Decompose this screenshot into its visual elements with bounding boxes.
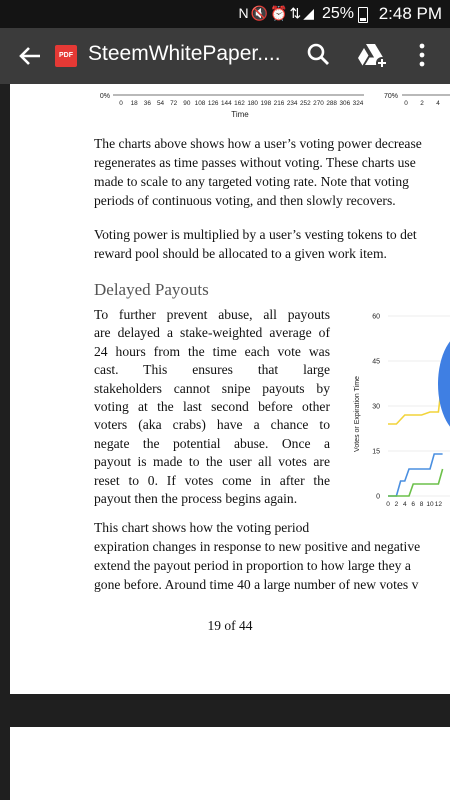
next-pdf-page[interactable] bbox=[10, 727, 450, 800]
top-chart-tick-label: 144 bbox=[220, 100, 232, 107]
top-chart-x-title: Time bbox=[231, 110, 249, 119]
top-chart-tick-label: 162 bbox=[234, 100, 245, 107]
text-line: made to scale to any targeted voting rate. Note that voting bbox=[94, 174, 409, 189]
top-chart-tick-label: 324 bbox=[352, 100, 364, 107]
add-to-drive-icon[interactable] bbox=[356, 40, 388, 70]
top-chart-tick-label: 72 bbox=[170, 100, 178, 107]
status-icons: N🔇⏰⇅◢ bbox=[238, 5, 316, 21]
chart-x-tick-label: 4 bbox=[402, 501, 407, 508]
top-chart-tick-label: 54 bbox=[156, 100, 165, 107]
chart-series-line bbox=[388, 469, 443, 496]
chart-y-tick-label: 30 bbox=[372, 403, 380, 411]
chart-series-line bbox=[388, 454, 443, 496]
text-line: payout then the process begins again. bbox=[94, 490, 298, 506]
top-chart-tick-label: 216 bbox=[273, 100, 285, 107]
top-chart-tick-label: 270 bbox=[313, 100, 324, 107]
chart-y-tick-label: 0 bbox=[376, 493, 380, 501]
paragraph-delayed-payouts bbox=[94, 306, 330, 508]
top-chart-tick-label: 234 bbox=[286, 100, 298, 107]
battery-percentage: 25% bbox=[321, 5, 354, 22]
top-chart-tick-label: 18 bbox=[130, 100, 138, 107]
text-line: voters (aka crabs) have a chance to bbox=[94, 417, 330, 433]
chart-x-tick-label: 0 bbox=[386, 501, 390, 508]
page-number: 19 of 44 bbox=[207, 618, 253, 633]
top-chart-tick-label: 180 bbox=[247, 100, 259, 107]
paragraph-voting-period bbox=[94, 518, 420, 594]
section-heading: Delayed Payouts bbox=[94, 280, 209, 299]
chart-y-tick-label: 60 bbox=[372, 313, 380, 321]
chart-x-tick-label: 6 bbox=[411, 501, 416, 508]
search-icon[interactable] bbox=[304, 40, 334, 70]
top-chart-tick-label: 108 bbox=[194, 100, 206, 107]
chart-y-tick-label: 15 bbox=[372, 448, 380, 456]
top-chart-tick-label: 288 bbox=[326, 100, 338, 107]
text-line: regenerates as time passes without voting. These charts use bbox=[94, 155, 416, 170]
text-line: payout is made to the user all votes are bbox=[94, 454, 330, 470]
text-line: Voting power is multiplied by a user’s vesting tokens to det bbox=[94, 227, 417, 242]
chart-bubble bbox=[438, 332, 450, 436]
top-chart-axis bbox=[10, 84, 450, 120]
text-line: cast. This ensures that large bbox=[94, 362, 330, 378]
text-line: negate the potential abuse. Once a bbox=[94, 435, 330, 451]
text-line: reward pool should be allocated to a given work item. bbox=[94, 246, 387, 261]
status-bar bbox=[0, 0, 450, 28]
top-chart-right-tick-label: 0 bbox=[404, 100, 408, 107]
top-chart-right-tick-label: 2 bbox=[420, 100, 424, 107]
pdf-page[interactable] bbox=[10, 84, 450, 694]
top-chart-right-y-label: 70% bbox=[383, 93, 398, 100]
votes-expiration-chart bbox=[348, 304, 450, 514]
chart-y-axis-label: Votes or Expiration Time bbox=[354, 376, 361, 452]
chart-x-tick-label: 8 bbox=[419, 501, 424, 508]
text-line: The charts above shows how a user’s voting power decrease bbox=[94, 136, 422, 151]
top-chart-tick-label: 36 bbox=[143, 100, 151, 107]
document-title: SteemWhitePaper.... bbox=[88, 42, 281, 65]
top-chart-tick-label: 252 bbox=[299, 100, 311, 107]
chart-x-tick-label: 10 bbox=[426, 501, 434, 508]
top-chart-right-tick-label: 4 bbox=[436, 100, 440, 107]
app-bar bbox=[0, 28, 450, 84]
text-line: gone before. Around time 40 a large number of new votes v bbox=[94, 577, 419, 592]
text-line: stakeholders cannot snipe payouts by bbox=[94, 380, 330, 396]
top-chart-tick-label: 126 bbox=[207, 100, 219, 107]
text-line: This chart shows how the voting period bbox=[94, 520, 310, 535]
top-chart-tick-label: 0 bbox=[119, 100, 123, 107]
text-line: voting at the last second before other bbox=[94, 398, 330, 414]
text-line: periods of continuous voting, and then slowly recovers. bbox=[94, 193, 396, 208]
back-arrow-icon[interactable] bbox=[14, 40, 46, 72]
top-chart-tick-label: 90 bbox=[183, 100, 191, 107]
back-arrow-glyph bbox=[14, 40, 46, 72]
text-line: reset to 0. If votes come in after the bbox=[94, 472, 330, 488]
pdf-file-icon: PDF bbox=[55, 45, 77, 67]
chart-series-line bbox=[388, 394, 441, 424]
chart-x-tick-label: 2 bbox=[394, 501, 399, 508]
chart-y-tick-label: 45 bbox=[372, 358, 380, 366]
top-chart-tick-label: 198 bbox=[260, 100, 272, 107]
text-line: To further prevent abuse, all payouts bbox=[94, 307, 330, 322]
paragraph-voting-power bbox=[94, 134, 422, 210]
battery-icon bbox=[358, 7, 368, 23]
top-chart-y-label: 0% bbox=[99, 93, 110, 100]
chart-x-tick-label: 12 bbox=[434, 501, 443, 508]
paragraph-vesting bbox=[94, 225, 417, 263]
text-line: are delayed a stake-weighted average of bbox=[94, 325, 330, 341]
clock: 2:48 PM bbox=[378, 4, 442, 23]
text-line: 24 hours from the time each vote was bbox=[94, 343, 330, 359]
text-line: expiration changes in response to new positive and negative bbox=[94, 539, 421, 554]
more-options-icon[interactable] bbox=[410, 40, 434, 70]
text-line: extend the payout period in proportion to how large they a bbox=[94, 558, 411, 573]
top-chart-tick-label: 306 bbox=[339, 100, 351, 107]
